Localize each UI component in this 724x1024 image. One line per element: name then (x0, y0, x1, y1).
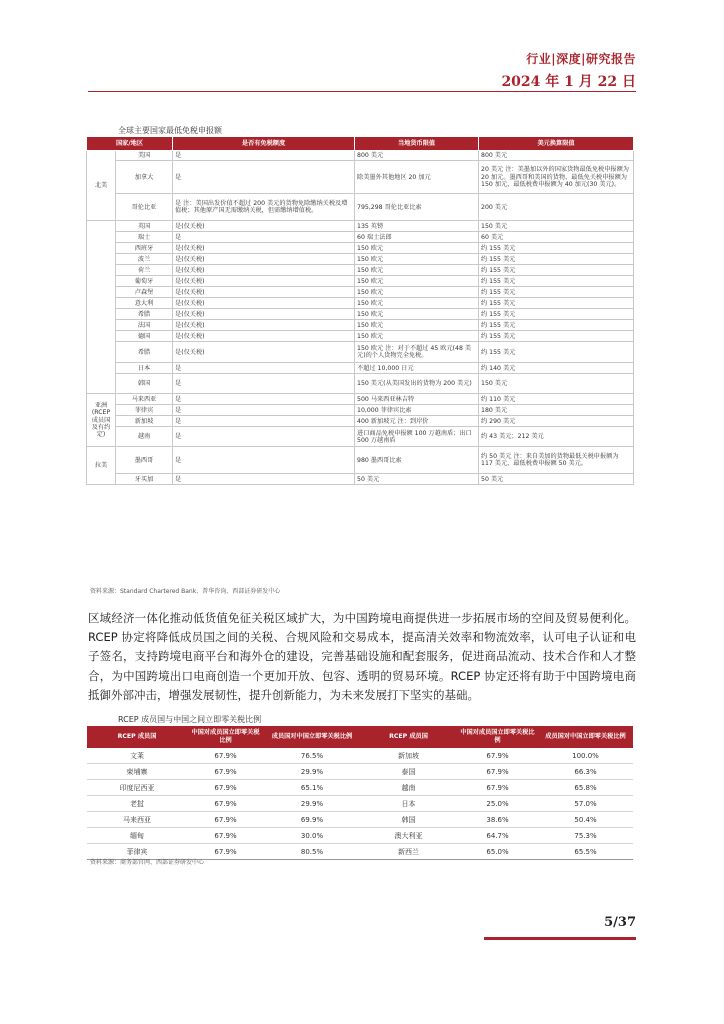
usd-cell: 150 美元 (479, 374, 634, 394)
rcep-cell: 65.1% (264, 780, 360, 796)
col-header-free: 是否有免税额度 (173, 137, 355, 151)
country-cell: 菲律宾 (116, 405, 173, 416)
report-header (501, 50, 636, 91)
local-cell: 不超过 10,000 日元 (355, 363, 479, 374)
rcep-cell: 30.0% (264, 828, 360, 844)
usd-cell: 约 155 美元 (479, 331, 634, 342)
usd-cell: 约 290 美元 (479, 416, 634, 427)
region-cell: 北美 (87, 151, 116, 221)
region-cell: 亚洲(RCEP 成员国及有约定) (87, 394, 116, 447)
rcep-cell: 38.6% (457, 812, 538, 828)
free-cell: 是 (173, 363, 355, 374)
local-cell: 150 欧元 (355, 320, 479, 331)
free-cell: 是(仅关税) (173, 342, 355, 363)
rcep-cell: 新加坡 (360, 748, 457, 764)
country-cell: 美国 (116, 151, 173, 161)
page-number: 5/37 (604, 915, 636, 930)
country-cell: 法国 (116, 320, 173, 331)
report-date: 2024 年 1 月 22 日 (501, 74, 636, 90)
country-cell: 越南 (116, 427, 173, 447)
table-row (87, 243, 634, 254)
country-cell: 葡萄牙 (116, 276, 173, 287)
free-cell: 是(仅关税) (173, 287, 355, 298)
col-header-member-2: RCEP 成员国 (360, 726, 457, 748)
table1-caption: 全球主要国家最低免税申报额 (118, 126, 222, 135)
free-cell: 是(仅关税) (173, 276, 355, 287)
country-cell: 马来西亚 (116, 394, 173, 405)
free-cell: 是(仅关税) (173, 298, 355, 309)
table-row (87, 265, 634, 276)
country-cell: 卢森堡 (116, 287, 173, 298)
rcep-cell: 韩国 (360, 812, 457, 828)
table-row (87, 780, 633, 796)
local-cell: 除美墨外其他地区 20 加元 (355, 161, 479, 194)
usd-cell: 约 43 美元；212 美元 (479, 427, 634, 447)
usd-cell: 约 50 美元 注：来自美加的货物最低关税申报额为 117 美元，最低税费申报额 50 美元。 (479, 447, 634, 474)
local-cell: 135 英镑 (355, 221, 479, 232)
rcep-cell: 柬埔寨 (87, 764, 187, 780)
col-header-cn-to-member-1: 中国对成员国立即零关税比例 (187, 726, 264, 748)
table-row (87, 151, 634, 161)
free-cell: 是(仅关税) (173, 309, 355, 320)
rcep-cell: 29.9% (264, 764, 360, 780)
table-row (87, 363, 634, 374)
local-cell: 进口商品免税申报额 100 万越南盾；出口 500 万越南盾 (355, 427, 479, 447)
local-cell: 150 欧元 (355, 254, 479, 265)
local-cell: 150 欧元 (355, 276, 479, 287)
country-cell: 西班牙 (116, 243, 173, 254)
table-row (87, 221, 634, 232)
table-row (87, 287, 634, 298)
table-row (87, 161, 634, 194)
col-header-region: 国家/地区 (87, 137, 173, 151)
rcep-cell: 25.0% (457, 796, 538, 812)
free-cell: 是 (173, 161, 355, 194)
country-cell: 希腊 (116, 342, 173, 363)
local-cell: 150 美元(从美国发出的货物为 200 美元) (355, 374, 479, 394)
country-cell: 意大利 (116, 298, 173, 309)
usd-cell: 200 美元 (479, 194, 634, 221)
table-row (87, 194, 634, 221)
table-row (87, 394, 634, 405)
local-cell: 795,298 哥伦比亚比索 (355, 194, 479, 221)
local-cell: 50 美元 (355, 474, 479, 485)
rcep-cell: 69.9% (264, 812, 360, 828)
free-cell: 是 (173, 447, 355, 474)
free-cell: 是 (173, 416, 355, 427)
free-cell: 是(仅关税) (173, 254, 355, 265)
region-cell (87, 221, 116, 394)
rcep-cell: 67.9% (187, 812, 264, 828)
rcep-cell: 67.9% (187, 844, 264, 860)
local-cell: 980 墨西哥比索 (355, 447, 479, 474)
rcep-cell: 67.9% (187, 764, 264, 780)
rcep-cell: 67.9% (187, 796, 264, 812)
col-header-cn-to-member-2: 中国对成员国立即零关税比例 (457, 726, 538, 748)
col-header-member-1: RCEP 成员国 (87, 726, 187, 748)
free-cell: 是(仅关税) (173, 265, 355, 276)
table-row (87, 276, 634, 287)
free-cell: 是 (173, 474, 355, 485)
rcep-cell: 67.9% (457, 748, 538, 764)
rcep-cell: 缅甸 (87, 828, 187, 844)
rcep-cell: 马来西亚 (87, 812, 187, 828)
rcep-tariff-table (87, 726, 633, 860)
usd-cell: 50 美元 (479, 474, 634, 485)
usd-cell: 约 155 美元 (479, 342, 634, 363)
table-row (87, 447, 634, 474)
table-row (87, 298, 634, 309)
free-cell: 是(仅关税) (173, 320, 355, 331)
country-cell: 加拿大 (116, 161, 173, 194)
rcep-cell: 新西兰 (360, 844, 457, 860)
table-row (87, 320, 634, 331)
free-cell: 是(仅关税) (173, 221, 355, 232)
free-cell: 是 (173, 151, 355, 161)
table-row (87, 342, 634, 363)
usd-cell: 20 美元 注：美墨加以外的国家货物最低免税申报额为 20 加元。墨西哥和美国的货物，最低免关税申报额为 150 加元，最低税费申报额为 40 加元(30 美元)。 (479, 161, 634, 194)
table-row (87, 748, 633, 764)
table2-source: 资料来源：商务部官网、西部证券研发中心 (90, 859, 205, 866)
usd-cell: 约 155 美元 (479, 320, 634, 331)
local-cell: 150 欧元 (355, 243, 479, 254)
country-cell: 瑞士 (116, 232, 173, 243)
table-row (87, 331, 634, 342)
rcep-cell: 印度尼西亚 (87, 780, 187, 796)
country-cell: 英国 (116, 221, 173, 232)
local-cell: 60 瑞士法郎 (355, 232, 479, 243)
rcep-cell: 65.0% (457, 844, 538, 860)
rcep-cell: 澳大利亚 (360, 828, 457, 844)
table-row (87, 374, 634, 394)
local-cell: 150 欧元 (355, 287, 479, 298)
rcep-cell: 65.5% (538, 844, 633, 860)
local-cell: 150 欧元 (355, 331, 479, 342)
table2-header-row (87, 726, 633, 748)
usd-cell: 800 美元 (479, 151, 634, 161)
usd-cell: 约 155 美元 (479, 265, 634, 276)
usd-cell: 约 155 美元 (479, 254, 634, 265)
free-cell: 是(仅关税) (173, 243, 355, 254)
usd-cell: 180 美元 (479, 405, 634, 416)
free-cell: 是 (173, 374, 355, 394)
col-header-usd: 美元换算限值 (479, 137, 634, 151)
free-cell: 是 (173, 405, 355, 416)
region-cell: 拉美 (87, 447, 116, 485)
local-cell: 150 欧元 (355, 265, 479, 276)
country-cell: 荷兰 (116, 265, 173, 276)
table1-source: 资料来源：Standard Chartered Bank、普华咨询、西部证券研发中心 (90, 588, 281, 595)
rcep-cell: 越南 (360, 780, 457, 796)
table-row (87, 405, 634, 416)
country-cell: 希腊 (116, 309, 173, 320)
free-cell: 是 注：美国出发价值不超过 200 美元的货物免除缴纳关税及增值税；其他原产国无需缴纳关税，但需缴纳增值税。 (173, 194, 355, 221)
header-divider (88, 91, 636, 92)
country-cell: 牙买加 (116, 474, 173, 485)
col-header-member-to-cn-2: 成员国对中国立即零关税比例 (538, 726, 633, 748)
usd-cell: 约 155 美元 (479, 298, 634, 309)
usd-cell: 60 美元 (479, 232, 634, 243)
table-row (87, 427, 634, 447)
rcep-cell: 76.5% (264, 748, 360, 764)
local-cell: 150 欧元 (355, 298, 479, 309)
rcep-cell: 66.3% (538, 764, 633, 780)
rcep-cell: 67.9% (187, 780, 264, 796)
usd-cell: 约 110 美元 (479, 394, 634, 405)
rcep-cell: 67.9% (457, 780, 538, 796)
free-cell: 是(仅关税) (173, 331, 355, 342)
local-cell: 800 美元 (355, 151, 479, 161)
free-cell: 是 (173, 394, 355, 405)
table1-header-row (87, 137, 634, 151)
rcep-cell: 菲律宾 (87, 844, 187, 860)
local-cell: 400 新加坡元 注：到岸价 (355, 416, 479, 427)
rcep-cell: 泰国 (360, 764, 457, 780)
rcep-cell: 50.4% (538, 812, 633, 828)
free-cell: 是 (173, 427, 355, 447)
country-cell: 德国 (116, 331, 173, 342)
usd-cell: 约 155 美元 (479, 309, 634, 320)
free-cell: 是 (173, 232, 355, 243)
rcep-cell: 老挝 (87, 796, 187, 812)
usd-cell: 150 美元 (479, 221, 634, 232)
rcep-cell: 67.9% (457, 764, 538, 780)
table-row (87, 796, 633, 812)
col-header-local: 当地货币限值 (355, 137, 479, 151)
usd-cell: 约 155 美元 (479, 243, 634, 254)
rcep-cell: 80.5% (264, 844, 360, 860)
table-row (87, 764, 633, 780)
local-cell: 150 欧元 (355, 309, 479, 320)
duty-free-table (86, 136, 634, 485)
rcep-cell: 100.0% (538, 748, 633, 764)
country-cell: 日本 (116, 363, 173, 374)
table-row (87, 474, 634, 485)
report-category: 行业|深度|研究报告 (526, 52, 636, 66)
local-cell: 500 马来西亚林吉特 (355, 394, 479, 405)
table2-caption: RCEP 成员国与中国之间立即零关税比例 (118, 715, 262, 724)
rcep-cell: 29.9% (264, 796, 360, 812)
col-header-member-to-cn-1: 成员国对中国立即零关税比例 (264, 726, 360, 748)
country-cell: 墨西哥 (116, 447, 173, 474)
rcep-cell: 75.3% (538, 828, 633, 844)
country-cell: 新加坡 (116, 416, 173, 427)
body-paragraph: 区域经济一体化推动低货值免征关税区域扩大，为中国跨境电商提供进一步拓展市场的空间及贸易便利化。RCEP 协定将降低成员国之间的关税、合规风险和交易成本，提高清关效率和物流效率，认可电子认证和电子签名，支持跨境电商平台和海外仓的建设，完善基础设施和配套服务，促进商品流动、技术合作和人才整合，为中国跨境出口电商创造一个更加开放、包容、透明的贸易环境。RCEP 协定还将有助于中国跨境电商抵御外部冲击，增强发展韧性，提升创新能力，为未来发展打下坚实的基础。 (88, 611, 636, 702)
rcep-cell: 65.8% (538, 780, 633, 796)
local-cell: 10,000 菲律宾比索 (355, 405, 479, 416)
table-row (87, 416, 634, 427)
rcep-cell: 文莱 (87, 748, 187, 764)
table-row (87, 254, 634, 265)
rcep-cell: 日本 (360, 796, 457, 812)
table-row (87, 309, 634, 320)
usd-cell: 约 155 美元 (479, 276, 634, 287)
table-row (87, 812, 633, 828)
usd-cell: 约 155 美元 (479, 287, 634, 298)
country-cell: 韩国 (116, 374, 173, 394)
rcep-cell: 57.0% (538, 796, 633, 812)
rcep-cell: 64.7% (457, 828, 538, 844)
local-cell: 150 欧元 注：对于不超过 45 欧元(48 美元)的个人货物完全免税。 (355, 342, 479, 363)
usd-cell: 约 140 美元 (479, 363, 634, 374)
country-cell: 波兰 (116, 254, 173, 265)
table-row (87, 828, 633, 844)
footer-accent-bar (484, 937, 636, 940)
rcep-cell: 67.9% (187, 828, 264, 844)
rcep-cell: 67.9% (187, 748, 264, 764)
table-row (87, 232, 634, 243)
country-cell: 哥伦比亚 (116, 194, 173, 221)
